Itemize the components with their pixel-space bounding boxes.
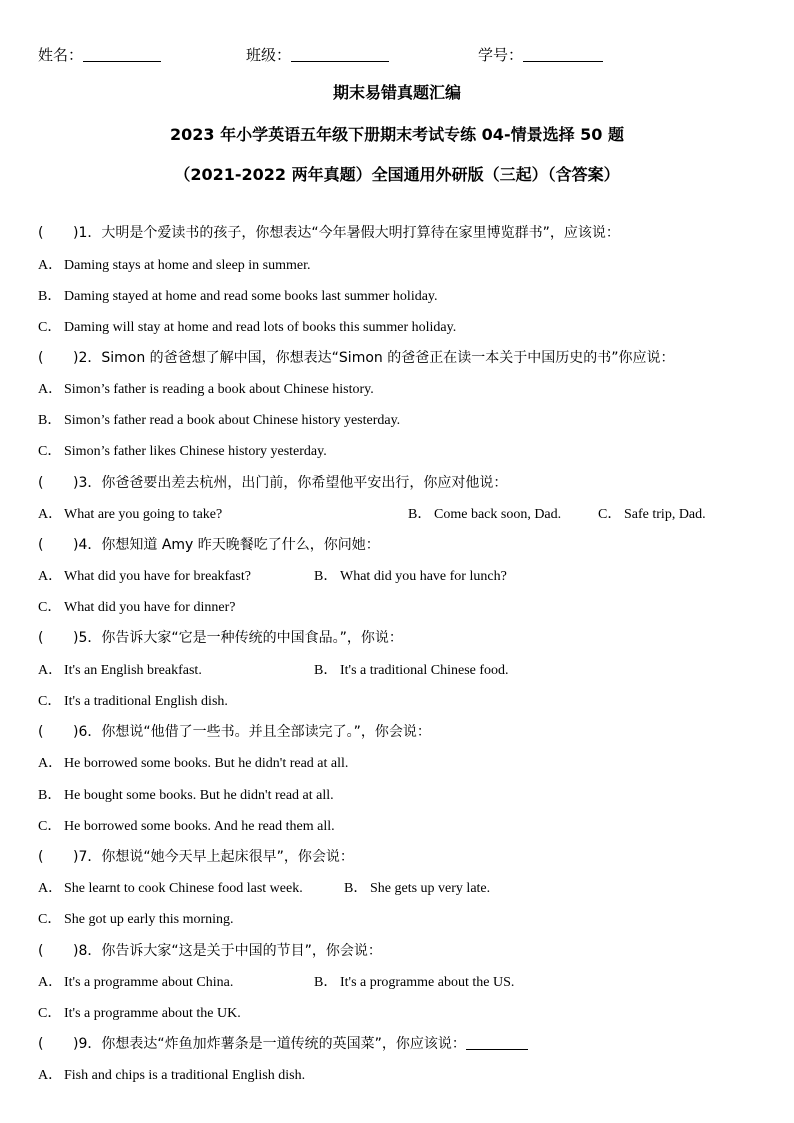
doc-title: 期末易错真题汇编 [332, 83, 461, 102]
question-text: )9．你想表达“炸鱼加炸薯条是一道传统的英国菜”，你应该说： [73, 1036, 466, 1052]
option-text: It's a programme about the US. [340, 975, 515, 990]
option-label: C． [38, 444, 62, 459]
answer-blank[interactable] [466, 1035, 528, 1050]
option-row [38, 659, 202, 679]
option-text: Daming will stay at home and read lots of books this summer holiday. [64, 320, 457, 335]
option-label: A． [38, 569, 63, 584]
question-3 [38, 472, 507, 492]
option-label: A． [38, 1068, 63, 1083]
option-row [38, 409, 400, 429]
option-label: B． [314, 569, 338, 584]
question-text: )6．你想说“他借了一些书。并且全部读完了。”，你会说： [73, 724, 431, 740]
question-text: )4．你想知道 Amy 昨天晚餐吃了什么，你问她： [73, 537, 380, 553]
option-label: A． [38, 382, 63, 397]
option-text: Daming stayed at home and read some books last summer holiday. [64, 289, 438, 304]
question-text: )5．你告诉大家“它是一种传统的中国食品。”，你说： [73, 630, 403, 646]
question-6 [38, 721, 431, 741]
option-label: B． [38, 289, 62, 304]
option-label: C． [38, 1006, 62, 1021]
id-blank[interactable] [523, 47, 603, 62]
option-row [598, 503, 706, 523]
answer-paren[interactable]: ( [38, 630, 44, 646]
option-row [314, 565, 507, 585]
answer-paren[interactable]: ( [38, 724, 44, 740]
option-row [38, 254, 311, 274]
option-text: Fish and chips is a traditional English dish. [64, 1068, 306, 1083]
option-row [408, 503, 561, 523]
option-row [38, 503, 222, 523]
option-row [38, 378, 374, 398]
name-blank[interactable] [83, 47, 161, 62]
option-row [38, 565, 251, 585]
option-label: A． [38, 881, 63, 896]
option-text: It's a traditional English dish. [64, 694, 228, 709]
name-field[interactable] [38, 44, 161, 65]
class-blank[interactable] [291, 47, 389, 62]
id-label: 学号： [478, 46, 524, 64]
question-7 [38, 846, 354, 866]
question-2 [38, 347, 674, 367]
option-row [38, 1002, 241, 1022]
option-text: Simon’s father likes Chinese history yesterday. [64, 444, 327, 459]
option-text: What did you have for lunch? [340, 569, 507, 584]
option-row [38, 752, 348, 772]
option-text: He borrowed some books. But he didn't read at all. [64, 756, 349, 771]
option-text: Daming stays at home and sleep in summer. [64, 258, 311, 273]
option-row [38, 784, 334, 804]
question-1 [38, 222, 620, 242]
option-row [38, 877, 303, 897]
question-8 [38, 940, 382, 960]
answer-paren[interactable]: ( [38, 225, 44, 241]
option-text: Safe trip, Dad. [624, 507, 706, 522]
question-text: )1．大明是个爱读书的孩子，你想表达“今年暑假大明打算待在家里博览群书”，应该说： [73, 225, 620, 241]
question-text: )8．你告诉大家“这是关于中国的节目”，你会说： [73, 943, 382, 959]
answer-paren[interactable]: ( [38, 537, 44, 553]
question-9 [38, 1033, 528, 1053]
option-text: He borrowed some books. And he read them all. [64, 819, 335, 834]
option-label: C． [38, 819, 62, 834]
option-label: C． [598, 507, 622, 522]
option-row [38, 815, 335, 835]
option-row [314, 971, 514, 991]
id-field[interactable] [478, 44, 603, 65]
answer-paren[interactable]: ( [38, 849, 44, 865]
option-text: Simon’s father read a book about Chinese history yesterday. [64, 413, 401, 428]
option-text: She got up early this morning. [64, 912, 234, 927]
option-text: She gets up very late. [370, 881, 491, 896]
doc-subtitle: 2023 年小学英语五年级下册期末考试专练 04-情景选择 50 题 [170, 125, 624, 144]
class-label: 班级： [246, 46, 292, 64]
option-row [344, 877, 490, 897]
option-label: B． [344, 881, 368, 896]
option-text: It's a traditional Chinese food. [340, 663, 509, 678]
answer-paren[interactable]: ( [38, 943, 44, 959]
option-label: A． [38, 507, 63, 522]
option-text: She learnt to cook Chinese food last week. [64, 881, 303, 896]
option-label: B． [314, 663, 338, 678]
option-text: What are you going to take? [64, 507, 223, 522]
option-label: B． [408, 507, 432, 522]
option-row [38, 285, 438, 305]
option-text: It's a programme about China. [64, 975, 234, 990]
class-field[interactable] [246, 44, 389, 65]
option-text: It's an English breakfast. [64, 663, 202, 678]
option-label: C． [38, 320, 62, 335]
option-text: Come back soon, Dad. [434, 507, 562, 522]
option-row [38, 1064, 305, 1084]
question-text: )3．你爸爸要出差去杭州，出门前，你希望他平安出行，你应对他说： [73, 475, 508, 491]
option-text: He bought some books. But he didn't read at all. [64, 788, 334, 803]
answer-paren[interactable]: ( [38, 350, 44, 366]
question-text: )7．你想说“她今天早上起床很早”，你会说： [73, 849, 354, 865]
question-4 [38, 534, 380, 554]
answer-paren[interactable]: ( [38, 1036, 44, 1052]
option-row [38, 971, 233, 991]
option-text: What did you have for dinner? [64, 600, 236, 615]
option-row [38, 440, 327, 460]
option-row [38, 316, 456, 336]
option-row [314, 659, 509, 679]
option-label: C． [38, 600, 62, 615]
option-text: It's a programme about the UK. [64, 1006, 241, 1021]
option-text: What did you have for breakfast? [64, 569, 251, 584]
option-text: Simon’s father is reading a book about Chinese history. [64, 382, 374, 397]
doc-subtitle-2: （2021-2022 两年真题）全国通用外研版（三起）（含答案） [174, 165, 620, 184]
option-label: A． [38, 756, 63, 771]
option-row [38, 690, 228, 710]
option-label: A． [38, 975, 63, 990]
name-label: 姓名： [38, 46, 84, 64]
option-label: B． [38, 413, 62, 428]
option-label: B． [314, 975, 338, 990]
option-label: B． [38, 788, 62, 803]
option-label: C． [38, 694, 62, 709]
question-5 [38, 627, 403, 647]
option-row [38, 908, 234, 928]
option-label: C． [38, 912, 62, 927]
option-label: A． [38, 258, 63, 273]
question-text: )2．Simon 的爸爸想了解中国，你想表达“Simon 的爸爸正在读一本关于中国历史的书”你应说： [73, 350, 675, 366]
option-row [38, 596, 235, 616]
option-label: A． [38, 663, 63, 678]
answer-paren[interactable]: ( [38, 475, 44, 491]
